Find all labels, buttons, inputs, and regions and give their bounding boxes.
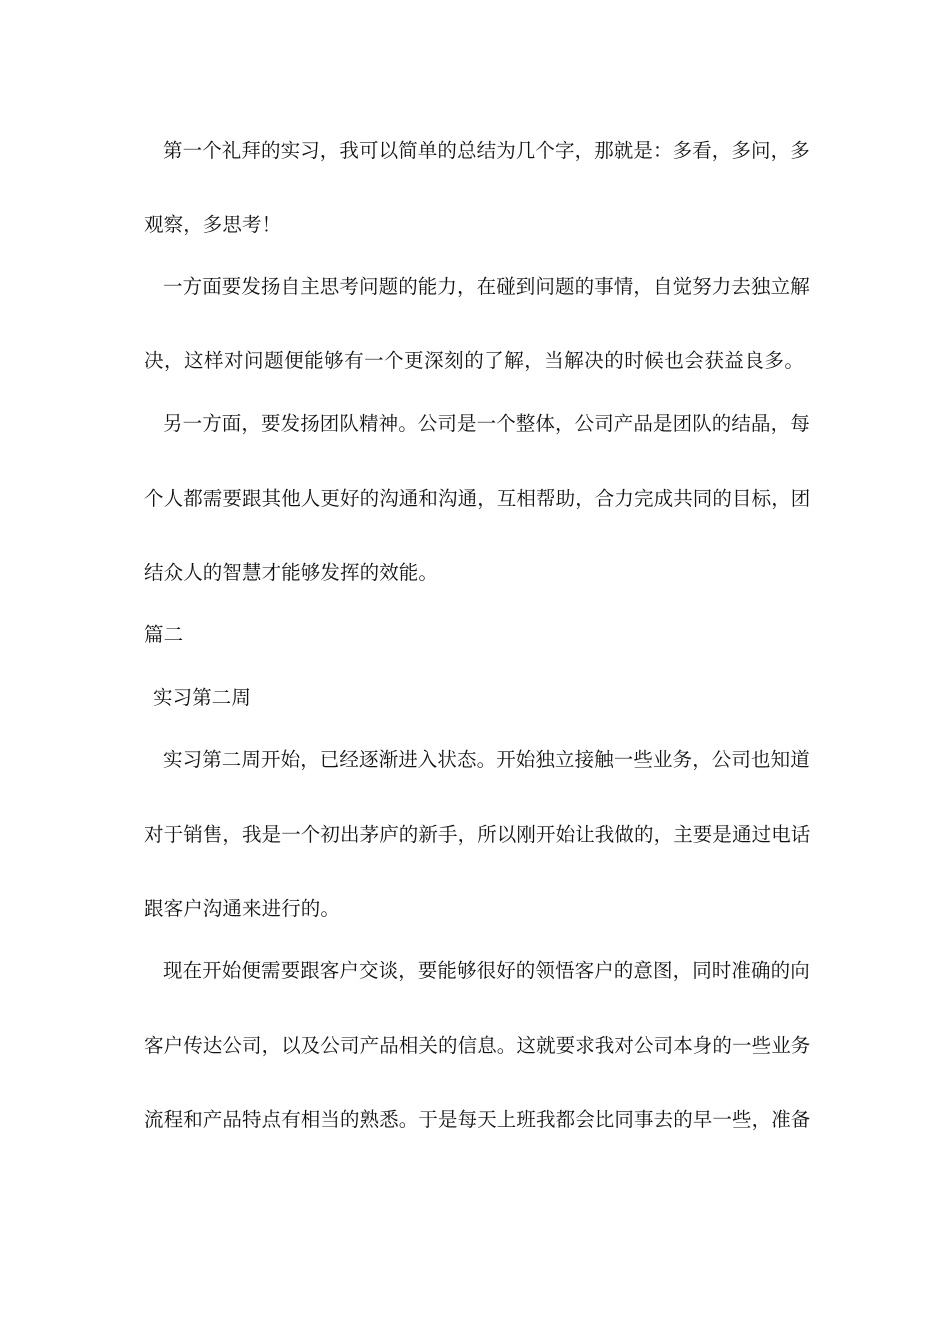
paragraph-line-2: 观察，多思考！ (144, 213, 282, 236)
paragraph-line-6: 个人都需要跟其他人更好的沟通和沟通，互相帮助，合力完成共同的目标，团 (144, 487, 811, 510)
paragraph-line-12: 客户传达公司，以及公司产品相关的信息。这就要求我对公司本身的一些业务 (144, 1034, 811, 1057)
section-heading: 篇二 (144, 623, 184, 646)
paragraph-line-4: 决，这样对问题便能够有一个更深刻的了解，当解决的时候也会获益良多。 (144, 349, 804, 372)
paragraph-line-5: 另一方面，要发扬团队精神。公司是一个整体，公司产品是团队的结晶，每 (163, 412, 810, 435)
paragraph-line-13: 流程和产品特点有相当的熟悉。于是每天上班我都会比同事去的早一些，准备 (144, 1108, 811, 1131)
paragraph-line-11: 现在开始便需要跟客户交谈，要能够很好的领悟客户的意图，同时准确的向 (163, 959, 810, 982)
paragraph-line-1: 第一个礼拜的实习，我可以简单的总结为几个字，那就是：多看，多问，多 (163, 139, 810, 162)
paragraph-line-9: 对于销售，我是一个初出茅庐的新手，所以刚开始让我做的，主要是通过电话 (144, 823, 811, 846)
section-subheading: 实习第二周 (153, 686, 252, 709)
paragraph-line-7: 结众人的智慧才能够发挥的效能。 (144, 561, 439, 584)
paragraph-line-10: 跟客户沟通来进行的。 (144, 897, 341, 920)
paragraph-line-3: 一方面要发扬自主思考问题的能力，在碰到问题的事情，自觉努力去独立解 (163, 275, 810, 298)
paragraph-line-8: 实习第二周开始，已经逐渐进入状态。开始独立接触一些业务，公司也知道 (163, 748, 810, 771)
